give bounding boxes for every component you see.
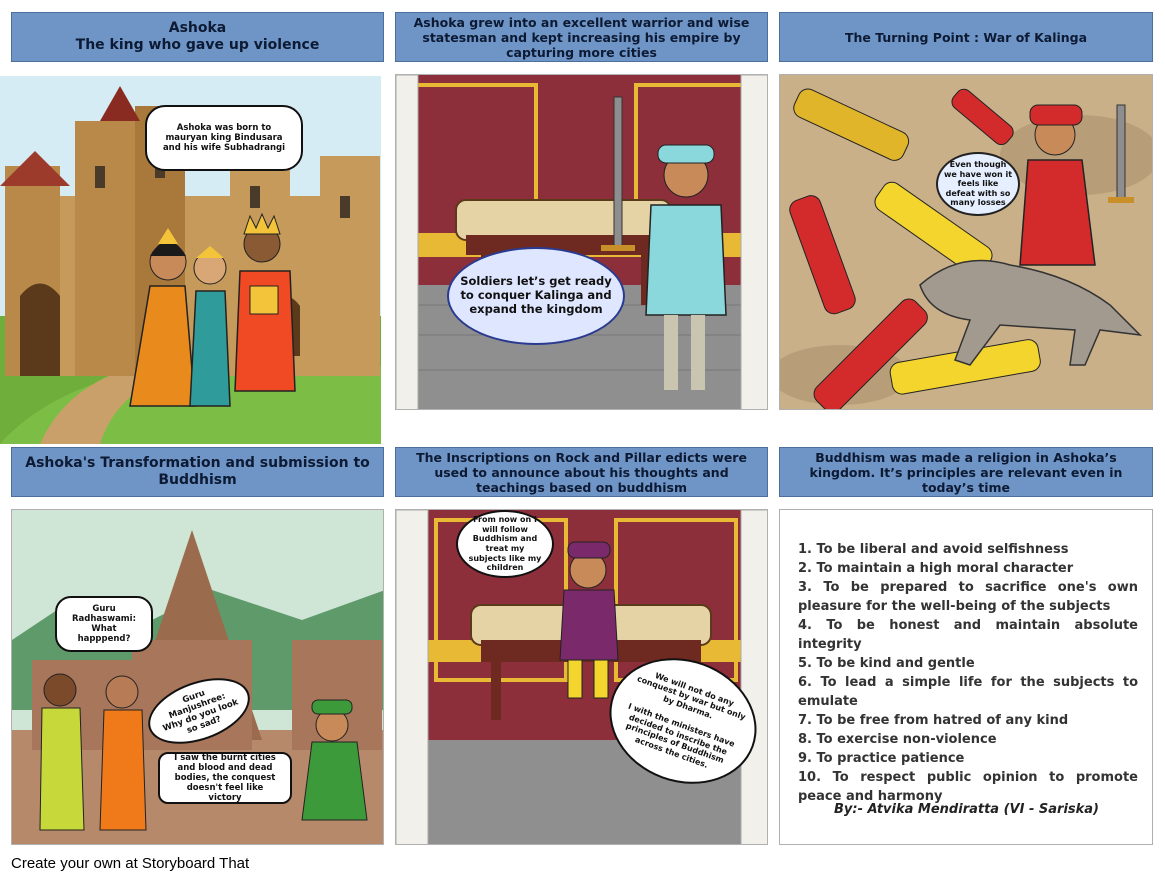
panel2-scene [395,74,768,410]
panel5-title: The Inscriptions on Rock and Pillar edicts were used to announce about his thoughts and teachings based on buddhism [395,447,768,497]
principle-item: 9. To practice patience [798,751,965,766]
principle-item: 10. To respect public opinion to promote peace and harmony [798,770,1138,804]
palace-warrior-illustration [396,75,768,410]
principle-item: 2. To maintain a high moral character [798,561,1074,576]
principle-item: 3. To be prepared to sacrifice one's own pleasure for the well-being of the subjects [798,580,1138,614]
defeat-speech-bubble: Even though we have won it feels like defeat with so many losses [936,152,1020,216]
principle-item: 6. To lead a simple life for the subjects to emulate [798,675,1138,709]
panel2-title: Ashoka grew into an excellent warrior and wise statesman and kept increasing his empire by capturing more cities [395,12,768,62]
soldiers-speech-bubble: Soldiers let’s get ready to conquer Kalinga and expand the kingdom [447,247,625,345]
principle-item: 1. To be liberal and avoid selfishness [798,542,1069,557]
panel6-title: Buddhism was made a religion in Ashoka’s kingdom. It’s principles are relevant even in today’s time [779,447,1153,497]
panel1-title: Ashoka The king who gave up violence [11,12,384,62]
principles-list [798,540,1138,806]
panel4-title: Ashoka's Transformation and submission to Buddhism [11,447,384,497]
panel3-scene [779,74,1153,410]
dharma-speech-bubble: We will not do any conquest by war but only by Dharma. I with the ministers have decided to inscribe the principles of Buddhism across the cities. [592,638,775,804]
principle-item: 8. To exercise non-violence [798,732,997,747]
principle-item: 7. To be free from hatred of any kind [798,713,1069,728]
storyboard-that-link[interactable]: Create your own at Storyboard That [11,855,250,872]
principle-item: 5. To be kind and gentle [798,656,975,671]
burnt-cities-speech-bubble: I saw the burnt cities and blood and dead bodies, the conquest doesn't feel like victory [158,752,292,804]
birth-speech-bubble: Ashoka was born to mauryan king Bindusara and his wife Subhadrangi [145,105,303,171]
follow-buddhism-speech-bubble: From now on I will follow Buddhism and treat my subjects like my children [456,510,554,578]
author-credit: By:- Atvika Mendiratta (VI - Sariska) [833,802,1099,817]
principle-item: 4. To be honest and maintain absolute integrity [798,618,1138,652]
manjushree-speech-bubble: Guru Manjushree: Why do you look so sad? [139,666,258,757]
panel3-title: The Turning Point : War of Kalinga [779,12,1153,62]
radhaswami-speech-bubble: Guru Radhaswami: What happpend? [55,596,153,652]
battlefield-illustration [780,75,1153,410]
